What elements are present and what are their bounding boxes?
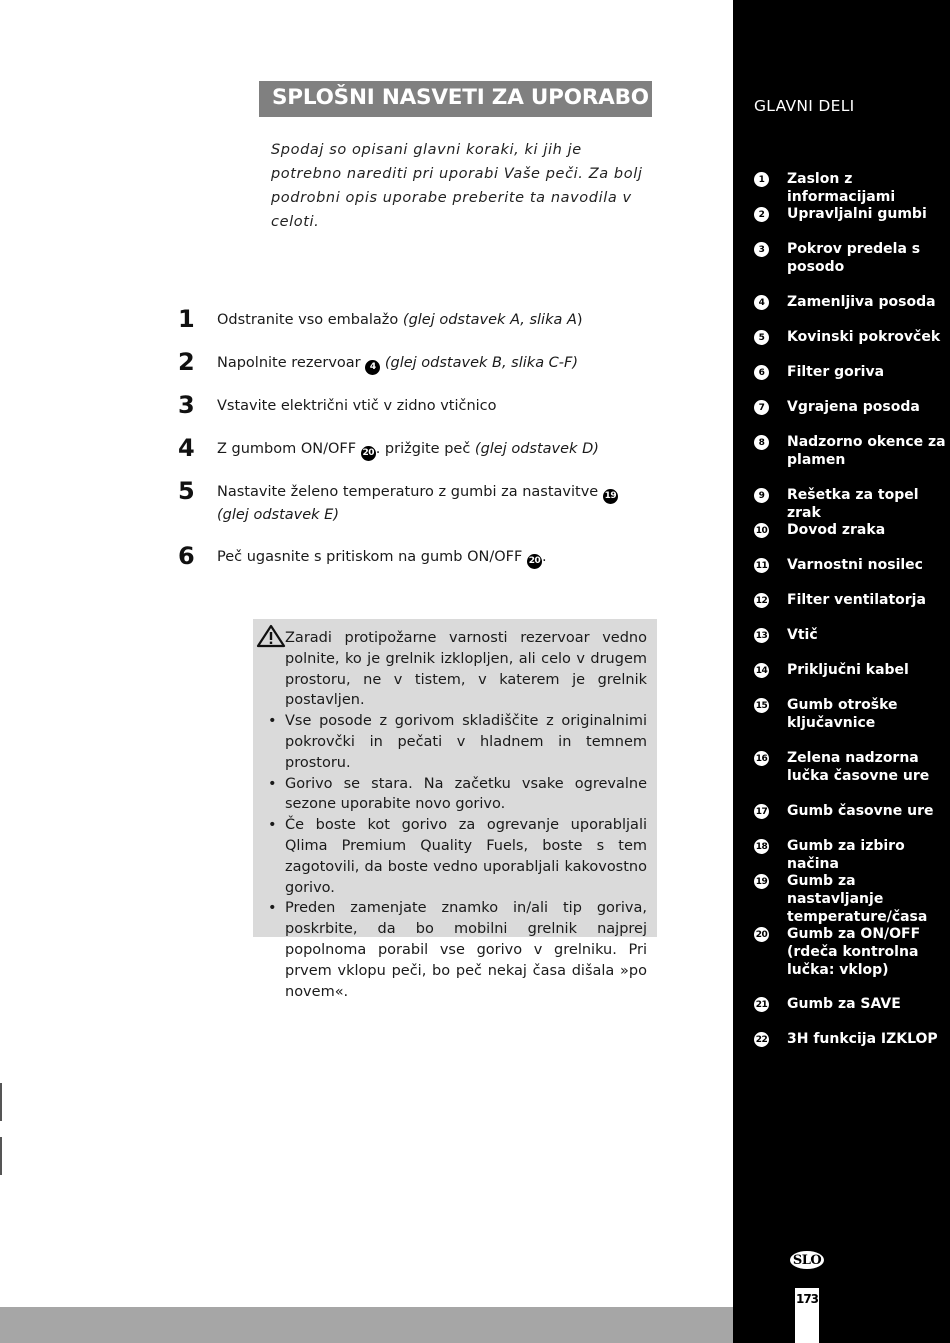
part-item-18 — [754, 837, 950, 873]
part-item-14 — [754, 661, 950, 679]
part-label: Pokrov predela s posodo — [787, 241, 921, 275]
part-ref-badge: 20 — [527, 554, 542, 569]
parts-sidebar — [733, 0, 950, 1343]
part-item-9 — [754, 486, 950, 522]
step-text: Napolnite rezervoar 4 (glej odstavek B, slika C-F) — [217, 352, 648, 375]
page-number: 173 — [795, 1292, 819, 1306]
part-item-13 — [754, 626, 950, 644]
warning-triangle-icon — [256, 624, 286, 648]
step-text: Z gumbom ON/OFF 20 . prižgite peč (glej odstavek D) — [217, 438, 648, 461]
part-item-20 — [754, 925, 950, 979]
step-3 — [178, 391, 648, 419]
part-number-badge: 14 — [754, 663, 769, 678]
part-number-badge: 18 — [754, 839, 769, 854]
part-number-badge: 6 — [754, 365, 769, 380]
part-number-badge: 22 — [754, 1032, 769, 1047]
part-item-19 — [754, 872, 950, 926]
step-text: Odstranite vso embalažo (glej odstavek A, slika A) — [217, 312, 583, 328]
part-label: Dovod zraka — [787, 522, 886, 538]
part-number-badge: 20 — [754, 927, 769, 942]
bullet-icon: • — [268, 713, 277, 730]
step-number: 6 — [178, 542, 195, 570]
part-number-badge: 2 — [754, 207, 769, 222]
part-item-16 — [754, 749, 950, 785]
footer-bar — [0, 1307, 733, 1343]
part-label: Priključni kabel — [787, 662, 909, 678]
part-label: Vtič — [787, 627, 818, 643]
part-number-badge: 1 — [754, 172, 769, 187]
part-label: Gumb za SAVE — [787, 996, 901, 1012]
part-number-badge: 12 — [754, 593, 769, 608]
step-text: Nastavite želeno temperaturo z gumbi za nastavitve 19 (glej odstavek E) — [217, 484, 617, 523]
part-number-badge: 15 — [754, 698, 769, 713]
step-4 — [178, 434, 648, 462]
warning-item: • Vse posode z gorivom skladiščite z originalnimi pokrovčki in pečati v hladnem in temnem prostoru. — [268, 713, 647, 771]
warning-list — [268, 628, 647, 1002]
part-label: Kovinski pokrovček — [787, 329, 941, 345]
part-item-11 — [754, 556, 950, 574]
part-label: Varnostni nosilec — [787, 557, 923, 573]
part-number-badge: 10 — [754, 523, 769, 538]
step-6 — [178, 542, 648, 570]
part-number-badge: 9 — [754, 488, 769, 503]
part-number-badge: 21 — [754, 997, 769, 1012]
part-label: Zaslon z informacijami — [787, 171, 896, 205]
part-item-22 — [754, 1030, 950, 1048]
warning-item: • Gorivo se stara. Na začetku vsake ogrevalne sezone uporabite novo gorivo. — [268, 775, 647, 813]
part-item-7 — [754, 398, 950, 416]
warning-box — [253, 619, 657, 1000]
step-number: 3 — [178, 391, 195, 419]
bullet-icon: • — [268, 775, 277, 792]
bullet-icon: • — [268, 900, 277, 917]
part-label: Nadzorno okence za plamen — [787, 434, 946, 468]
part-label: Gumb časovne ure — [787, 803, 934, 819]
margin-mark — [0, 1083, 2, 1121]
margin-mark — [0, 1137, 2, 1175]
part-ref-badge: 20 — [361, 446, 376, 461]
part-ref-badge: 19 — [603, 489, 618, 504]
part-label: Vgrajena posoda — [787, 399, 920, 415]
sidebar-title: GLAVNI DELI — [754, 97, 855, 115]
part-number-badge: 3 — [754, 242, 769, 257]
step-2 — [178, 348, 648, 376]
part-number-badge: 16 — [754, 751, 769, 766]
part-label: Upravljalni gumbi — [787, 206, 927, 222]
step-number: 5 — [178, 477, 195, 505]
part-item-15 — [754, 696, 950, 732]
part-label: Rešetka za topel zrak — [787, 487, 919, 521]
part-label: Zelena nadzorna lučka časovne ure — [787, 750, 930, 784]
part-label: Gumb za ON/OFF (rdeča kontrolna lučka: vklop) — [787, 926, 921, 978]
part-label: 3H funkcija IZKLOP — [787, 1031, 938, 1047]
part-item-8 — [754, 433, 950, 469]
part-label: Filter ventilatorja — [787, 592, 926, 608]
part-label: Filter goriva — [787, 364, 885, 380]
part-item-21 — [754, 995, 950, 1013]
part-item-6 — [754, 363, 950, 381]
part-label: Gumb otroške ključavnice — [787, 697, 898, 731]
part-number-badge: 5 — [754, 330, 769, 345]
section-title-box — [259, 81, 652, 117]
part-number-badge: 19 — [754, 874, 769, 889]
page-title: SPLOŠNI NASVETI ZA UPORABO — [272, 85, 649, 110]
part-ref-badge: 4 — [365, 360, 380, 375]
part-item-17 — [754, 802, 950, 820]
part-label: Gumb za nastavljanje temperature/časa — [787, 873, 928, 925]
part-item-5 — [754, 328, 950, 346]
part-item-12 — [754, 591, 950, 609]
bullet-icon: • — [268, 817, 277, 834]
step-5 — [178, 477, 648, 526]
part-item-4 — [754, 293, 950, 311]
part-label: Zamenljiva posoda — [787, 294, 936, 310]
part-number-badge: 4 — [754, 295, 769, 310]
step-number: 1 — [178, 305, 195, 333]
step-text: Vstavite električni vtič v zidno vtičnico — [217, 398, 497, 414]
part-item-2 — [754, 205, 950, 223]
part-item-3 — [754, 240, 950, 276]
warning-item: • Preden zamenjate znamko in/ali tip goriva, poskrbite, da bo mobilni grelnik najprej popolnoma porabil vse gorivo v grelniku. Pri prvem vklopu peči, bo peč nekaj časa dišala »po novem«. — [268, 900, 647, 1000]
part-number-badge: 13 — [754, 628, 769, 643]
step-1 — [178, 305, 648, 333]
language-badge: SLO — [790, 1251, 824, 1269]
step-number: 2 — [178, 348, 195, 376]
part-number-badge: 11 — [754, 558, 769, 573]
part-number-badge: 17 — [754, 804, 769, 819]
step-number: 4 — [178, 434, 195, 462]
step-text: Peč ugasnite s pritiskom na gumb ON/OFF 20 . — [217, 546, 648, 569]
warning-item: • Če boste kot gorivo za ogrevanje uporabljali Qlima Premium Quality Fuels, boste s tem zagotovili, da boste vedno uporabljali kakovostno gorivo. — [268, 817, 647, 896]
warning-item: Zaradi protipožarne varnosti rezervoar vedno polnite, ko je grelnik izklopljen, ali celo v drugem prostoru, ne v tistem, v katerem je grelnik postavljen. — [285, 630, 647, 709]
part-item-10 — [754, 521, 950, 539]
part-number-badge: 7 — [754, 400, 769, 415]
part-number-badge: 8 — [754, 435, 769, 450]
part-label: Gumb za izbiro načina — [787, 838, 905, 872]
intro-paragraph: Spodaj so opisani glavni koraki, ki jih je potrebno narediti pri uporabi Vaše peči. Za bolj podrobni opis uporabe preberite ta navodila v celoti. — [271, 142, 643, 230]
part-item-1 — [754, 170, 950, 206]
